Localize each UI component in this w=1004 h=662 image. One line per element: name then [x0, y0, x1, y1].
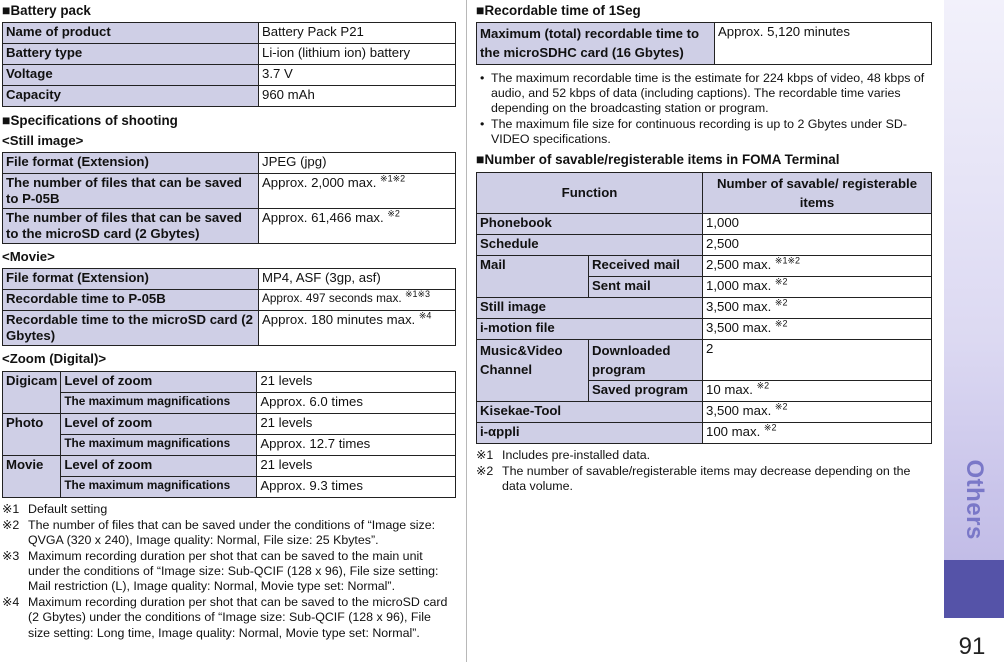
- table-row: The maximum magnifications Approx. 12.7 times: [3, 434, 456, 455]
- footnote-mark: ※2: [756, 380, 770, 391]
- movie-table: [2, 268, 456, 346]
- battery-section-title: ■Battery pack: [2, 2, 91, 18]
- column-divider: [466, 0, 467, 662]
- footnote-mark: ※2: [774, 318, 788, 329]
- footnote-mark: ※2: [763, 422, 777, 433]
- table-row: The maximum magnifications Approx. 6.0 times: [3, 392, 456, 413]
- table-row: The maximum magnifications Approx. 9.3 times: [3, 476, 456, 497]
- table-row: The number of files that can be saved to P-05B Approx. 2,000 max. $^{※1※2}$: [3, 173, 456, 208]
- page-number: 91: [958, 633, 986, 660]
- table-row: Saved program 10 max. $^{※2}$: [477, 381, 932, 402]
- table-row: Digicam Level of zoom 21 levels: [3, 371, 456, 392]
- table-row: File format (Extension) MP4, ASF (3gp, asf): [3, 269, 456, 290]
- square-bullet-icon: ■: [2, 2, 11, 18]
- right-column: [476, 0, 932, 496]
- footnote-mark: ※2: [774, 276, 788, 287]
- footnote: ※3 Maximum recording duration per shot that can be saved to the main unit under the conditions of “Image size: Sub-QCIF (128 x 96), File size setting: Mail restriction (L), Image quality: Normal, Movie type set: Normal”.: [2, 548, 439, 594]
- table-row: Still image 3,500 max. $^{※2}$: [477, 297, 932, 318]
- table-row: Capacity 960 mAh: [3, 86, 456, 107]
- table-row: File format (Extension) JPEG (jpg): [3, 152, 456, 173]
- battery-table: [2, 22, 456, 107]
- zoom-table: [2, 371, 456, 498]
- oneseg-section-title: ■Recordable time of 1Seg: [476, 2, 641, 18]
- oneseg-table: [476, 22, 932, 64]
- footnote-mark: ※2: [774, 401, 788, 412]
- table-row: Schedule 2,500: [477, 234, 932, 255]
- right-footnotes: [476, 448, 932, 494]
- table-row: Recordable time to the microSD card (2 Gbytes) Approx. 180 minutes max. $^{※4}$: [3, 311, 456, 346]
- footnote: ※1 Includes pre-installed data.: [476, 448, 651, 463]
- square-bullet-icon: ■: [476, 2, 485, 18]
- bullet-dot-icon: •: [480, 117, 485, 131]
- footnote: ※2 The number of files that can be saved under the conditions of “Image size: QVGA (320 x 240), Image quality: Normal, File size: 25 Kbytes”.: [2, 517, 436, 547]
- table-header-row: Function Number of savable/ registerable items: [477, 172, 932, 213]
- list-item: • The maximum recordable time is the estimate for 224 kbps of video, 48 kbps of audio, and 52 kbps of data (including captions). The recordable time varies depending on the broadcasting station or program.: [480, 70, 925, 115]
- footnote: ※1 Default setting: [2, 501, 108, 516]
- footnote-mark: ※1※3: [404, 289, 431, 300]
- footnote-mark: ※1※2: [380, 173, 406, 184]
- table-row: Mail Received mail 2,500 max. $^{※1※2}$: [477, 255, 932, 276]
- footnote-mark: ※2: [387, 208, 400, 219]
- table-row: Photo Level of zoom 21 levels: [3, 413, 456, 434]
- list-item: • The maximum file size for continuous recording is up to 2 Gbytes under SD-VIDEO specifications.: [480, 117, 907, 147]
- left-column: [2, 0, 456, 642]
- items-section-title: ■Number of savable/registerable items in FOMA Terminal: [476, 151, 840, 168]
- square-bullet-icon: ■: [2, 112, 11, 129]
- left-footnotes: [2, 502, 456, 641]
- side-tab-label: Others: [960, 459, 988, 541]
- table-row: Music&Video Channel Downloaded program 2: [477, 339, 932, 380]
- table-row: i-motion file 3,500 max. $^{※2}$: [477, 318, 932, 339]
- still-image-heading: <Still image>: [2, 132, 84, 148]
- bullet-dot-icon: •: [480, 70, 485, 85]
- table-row: Voltage 3.7 V: [3, 65, 456, 86]
- footnote: ※2 The number of savable/registerable items may decrease depending on the data volume.: [476, 464, 911, 494]
- table-row: Battery type Li-ion (lithium ion) battery: [3, 44, 456, 65]
- table-row: The number of files that can be saved to the microSD card (2 Gbytes) Approx. 61,466 max. $^{※2}$: [3, 208, 456, 243]
- table-row: Maximum (total) recordable time to the microSDHC card (16 Gbytes) Approx. 5,120 minutes: [477, 23, 932, 64]
- side-tab: [944, 420, 1004, 580]
- table-row: Phonebook 1,000: [477, 213, 932, 234]
- still-image-table: [2, 152, 456, 244]
- specs-section-title: ■Specifications of shooting: [2, 112, 178, 129]
- table-row: Sent mail 1,000 max. $^{※2}$: [477, 276, 932, 297]
- table-row: i-αppli 100 max. $^{※2}$: [477, 423, 932, 444]
- oneseg-notes: [480, 71, 932, 148]
- footnote-mark: ※4: [418, 310, 432, 321]
- footnote: ※4 Maximum recording duration per shot that can be saved to the microSD card (2 Gbytes) under the conditions of “Image size: Sub-QCIF (128 x 96), File size setting: Long time, Image quality: Normal, Movie type set: Normal”.: [2, 595, 448, 640]
- footnote-mark: ※1※2: [774, 255, 800, 266]
- table-row: Recordable time to P-05B Approx. 497 seconds max. $^{※1※3}$: [3, 290, 456, 311]
- table-row: Kisekae-Tool 3,500 max. $^{※2}$: [477, 402, 932, 423]
- footnote-mark: ※2: [774, 297, 788, 308]
- movie-heading: <Movie>: [2, 249, 55, 265]
- square-bullet-icon: ■: [476, 151, 485, 168]
- table-row: Movie Level of zoom 21 levels: [3, 455, 456, 476]
- table-row: Name of product Battery Pack P21: [3, 23, 456, 44]
- items-table: [476, 172, 932, 445]
- zoom-heading: <Zoom (Digital)>: [2, 351, 107, 367]
